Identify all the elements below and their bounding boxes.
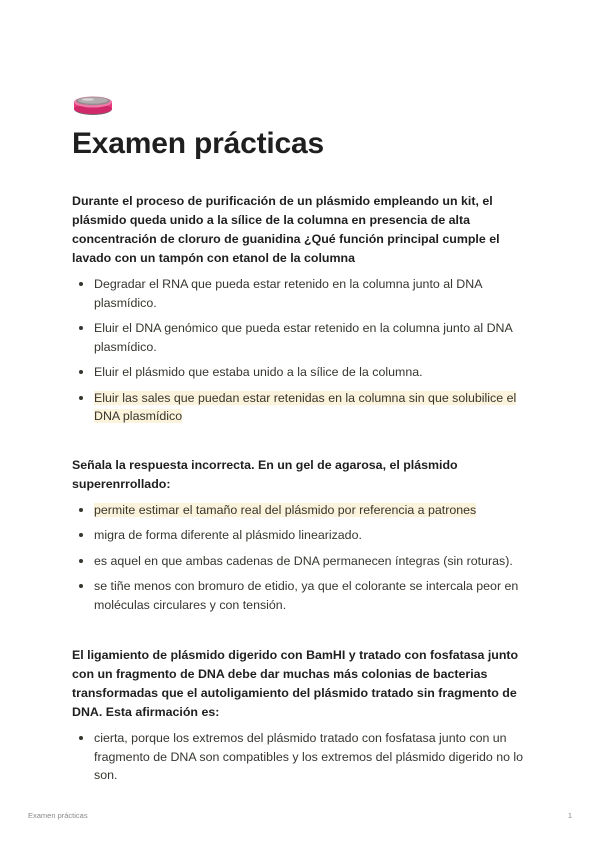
page-title: Examen prácticas	[72, 127, 324, 160]
answer-text: migra de forma diferente al plásmido linearizado.	[94, 528, 362, 542]
answer-text: cierta, porque los extremos del plásmido tratado con fosfatasa junto con un fragmento de DNA son compatibles y los extremos del plásmido digerido no lo son.	[94, 731, 524, 782]
answer-item	[72, 363, 532, 382]
answer-item	[72, 319, 532, 356]
answer-item	[72, 526, 532, 545]
page-number: 1	[567, 811, 572, 820]
question-3	[72, 646, 532, 785]
footer-title: Examen prácticas	[28, 811, 88, 820]
answer-text: Eluir el DNA genómico que pueda estar retenido en la columna junto al DNA plasmídico.	[94, 321, 513, 354]
answer-item	[72, 552, 532, 571]
answer-item	[72, 729, 532, 785]
question-2	[72, 456, 532, 615]
answer-text: Eluir el plásmido que estaba unido a la sílice de la columna.	[94, 365, 423, 379]
question-text: El ligamiento de plásmido digerido con BamHI y tratado con fosfatasa junto con un fragmento de DNA debe dar muchas más colonias de bacterias transformadas que el autoligamiento del plásmido tratado sin fragmento de DNA. Esta afirmación es:	[72, 648, 519, 719]
answer-list	[72, 501, 532, 615]
document-page	[72, 92, 532, 792]
answer-item	[72, 275, 532, 312]
answer-item-highlighted	[72, 501, 532, 520]
answer-list	[72, 275, 532, 426]
question-1	[72, 192, 532, 426]
answer-text: Degradar el RNA que pueda estar retenido en la columna junto al DNA plasmídico.	[94, 277, 482, 310]
answer-item-highlighted	[72, 389, 532, 426]
answer-text: se tiñe menos con bromuro de etidio, ya que el colorante se intercala peor en moléculas circulares y con tensión.	[94, 579, 519, 612]
question-text: Señala la respuesta incorrecta. En un gel de agarosa, el plásmido superenrrollado:	[72, 457, 458, 491]
question-text: Durante el proceso de purificación de un plásmido empleando un kit, el plásmido queda unido a la sílice de la columna en presencia de alta concentración de cloruro de guanidina ¿Qué función principal cumple el lavado con un tampón con etanol de la columna	[72, 194, 500, 265]
answer-text: es aquel en que ambas cadenas de DNA permanecen íntegras (sin roturas).	[94, 553, 513, 568]
highlighted-answer-text: Eluir las sales que puedan estar retenidas en la columna sin que solubilice el DNA plasmídico	[94, 390, 517, 423]
petri-dish-icon	[72, 92, 114, 118]
highlighted-answer-text: permite estimar el tamaño real del plásmido por referencia a patrones	[94, 502, 477, 517]
answer-item	[72, 577, 532, 614]
answer-list	[72, 729, 532, 785]
